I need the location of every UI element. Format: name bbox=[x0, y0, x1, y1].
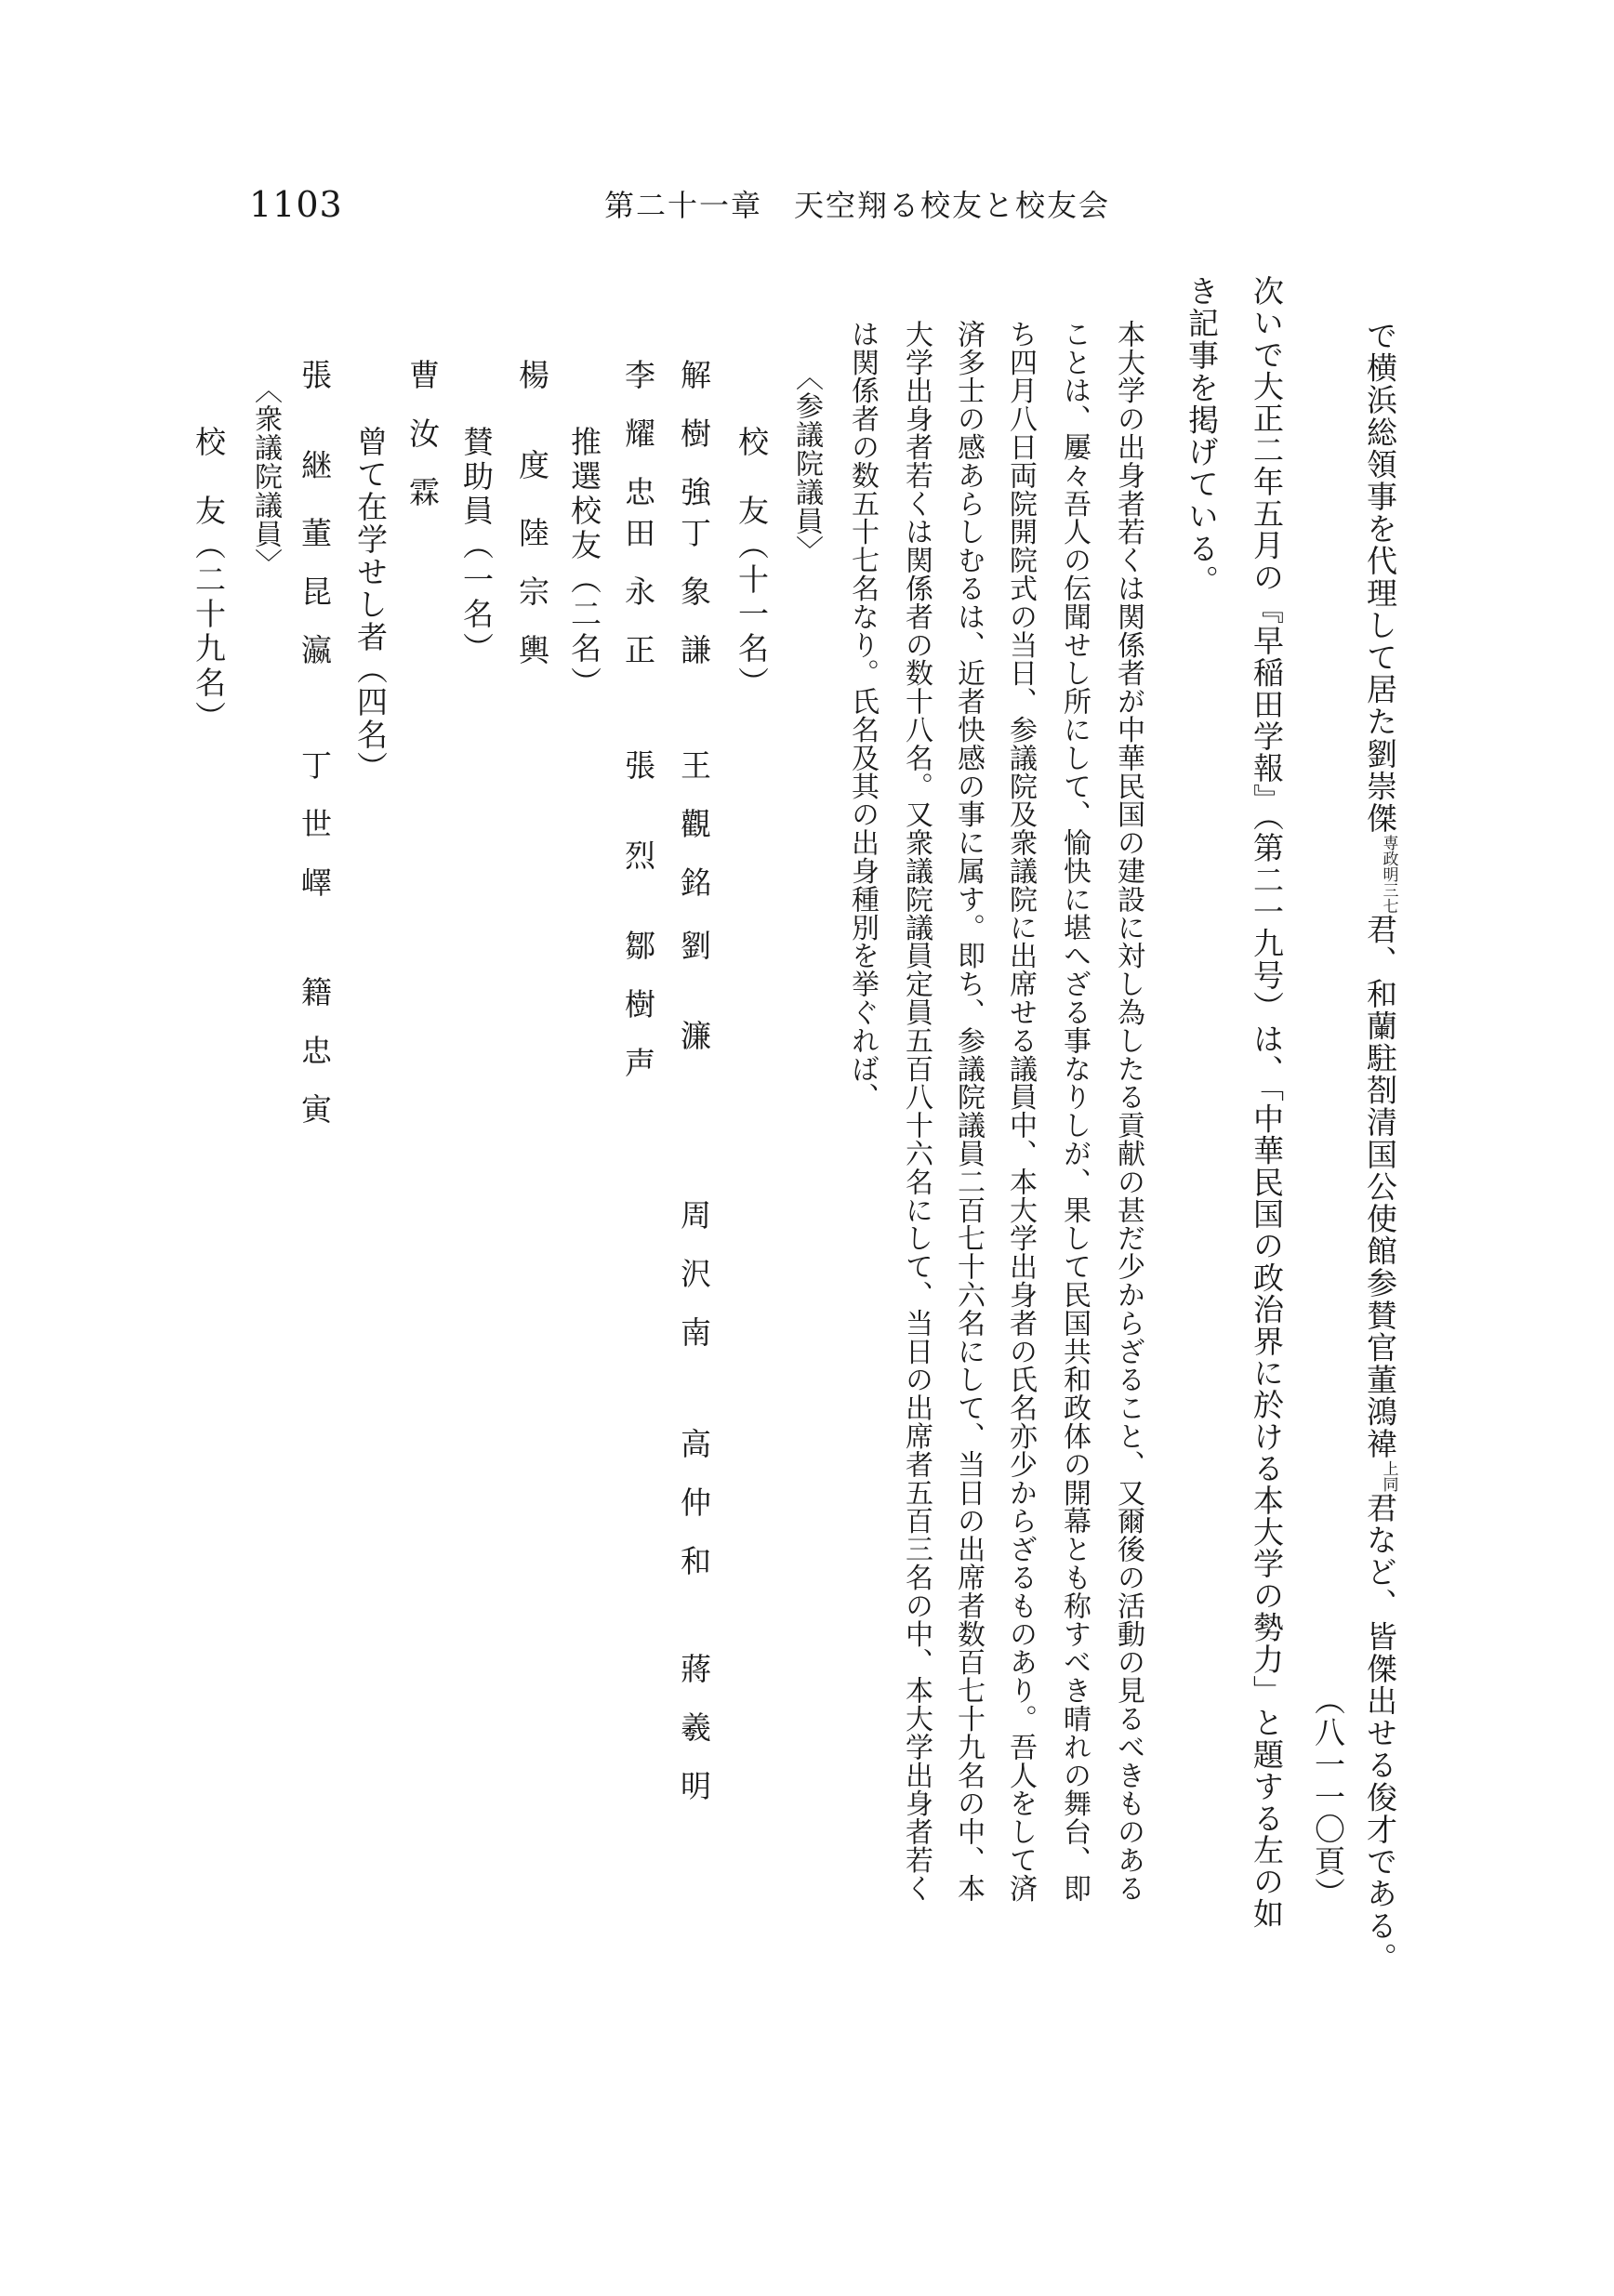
quote-line-5: 大学出身者若くは関係者の数十八名。又衆議院議員定員五百八十六名にして、当日の出席者五百三名の中、本大学出身者若く bbox=[900, 320, 933, 1903]
body-line-1-part-b: 君、和蘭駐剳清国公使館参賛官董鴻褘 bbox=[1362, 913, 1398, 1460]
recommended-heading: 推選校友（二名） bbox=[566, 426, 602, 701]
quote-line-6: は関係者の数五十七名なり。氏名及其の出身種別を挙ぐれば、 bbox=[846, 320, 879, 1112]
senate-heading: 〈参議院議員〉 bbox=[790, 363, 823, 564]
senate-member-name: 解樹強 bbox=[676, 359, 712, 534]
alumni-heading: 校 友（十一名） bbox=[734, 426, 770, 701]
senate-member-name: 田永正 bbox=[620, 517, 656, 693]
senate-member-name: 王觀銘 bbox=[676, 749, 712, 925]
quote-line-1: 本大学の出身者若くは関係者が中華民国の建設に対し為したる貢献の甚だ少からざること、又爾後の活動の見るべきものある bbox=[1112, 320, 1144, 1903]
annotation-right: 明三七 bbox=[1379, 865, 1398, 914]
senate-member-name: 曹汝霖 bbox=[404, 359, 441, 534]
annotation-right-2: 同 bbox=[1379, 1475, 1398, 1492]
former-heading: 曾て在学せし者（四名） bbox=[352, 426, 389, 784]
senate-member-name: 周沢南 bbox=[676, 1199, 712, 1375]
annotation-note-2 bbox=[1381, 1460, 1396, 1492]
senate-member-name: 董昆瀛 bbox=[297, 517, 333, 693]
house-alumni-heading: 校 友（二十九名） bbox=[191, 426, 227, 735]
senate-member-name: 張烈 bbox=[620, 749, 656, 930]
body-line-4: き記事を掲げている。 bbox=[1184, 275, 1220, 597]
senate-member-name: 張継 bbox=[297, 359, 333, 539]
annotation-note bbox=[1381, 835, 1396, 914]
senate-member-name: 劉濂 bbox=[676, 930, 712, 1110]
body-line-3: 次いで大正二年五月の『早稲田学報』（第二一九号）は、「中華民国の政治界に於ける本大学の勢力」と題する左の如 bbox=[1249, 275, 1285, 1930]
senate-member-name: 陸宗輿 bbox=[514, 517, 550, 693]
senate-member-name: 籍忠寅 bbox=[297, 976, 333, 1152]
senate-member-name: 高仲和 bbox=[676, 1428, 712, 1603]
page-citation: （八一一〇頁） bbox=[1310, 1684, 1346, 1910]
annotation-left-2: 上 bbox=[1379, 1459, 1398, 1476]
annotation-left: 専政 bbox=[1379, 834, 1398, 866]
senate-member-name: 李耀忠 bbox=[620, 359, 656, 534]
body-line-1-part-a: で横浜総領事を代理して居た劉崇傑 bbox=[1362, 320, 1398, 835]
page-number: 1103 bbox=[249, 184, 343, 225]
senate-member-name: 丁象謙 bbox=[676, 517, 712, 693]
senate-member-name: 丁世嶧 bbox=[297, 749, 333, 925]
quote-line-4: 済多士の感あらしむるは、近者快感の事に属す。即ち、参議院議員二百七十六名にして、当日の出席者数百七十九名の中、本 bbox=[952, 320, 985, 1903]
quote-line-3: ち四月八日両院開院式の当日、参議院及衆議院に出席せる議員中、本大学出身者の氏名亦少からざるものあり。吾人をして済 bbox=[1004, 320, 1037, 1903]
running-title: 第二十一章 天空翔る校友と校友会 bbox=[604, 188, 1111, 223]
senate-member-name: 蔣羲明 bbox=[676, 1653, 712, 1828]
body-line-1-part-c: 君など、皆傑出せる俊才である。 bbox=[1362, 1491, 1398, 1974]
house-heading: 〈衆議院議員〉 bbox=[249, 376, 282, 577]
quote-line-2: ことは、屢々吾人の伝聞せし所にして、愉快に堪へざる事なりしが、果して民国共和政体の開幕とも称すべき晴れの舞台、即 bbox=[1058, 320, 1091, 1903]
body-line-1 bbox=[1362, 320, 1398, 1974]
senate-member-name: 鄒樹声 bbox=[620, 930, 656, 1105]
supporter-heading: 賛助員（一名） bbox=[458, 426, 495, 666]
senate-member-name: 楊度 bbox=[514, 359, 550, 539]
